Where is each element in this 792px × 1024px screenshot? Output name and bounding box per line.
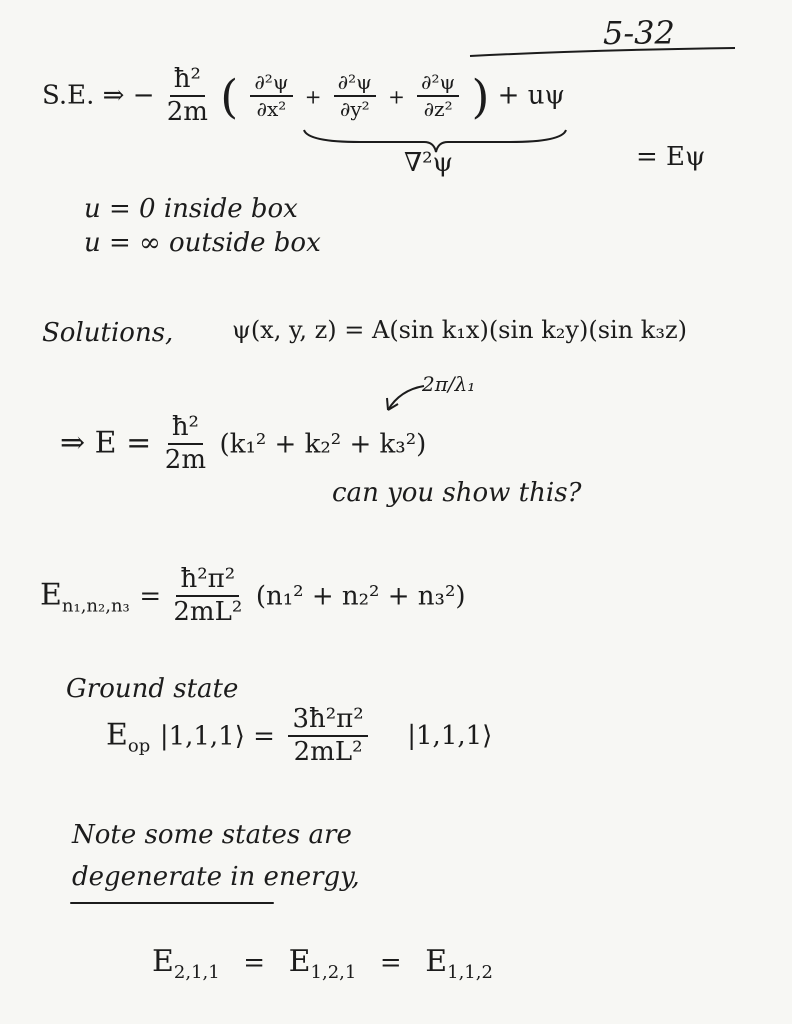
energy-prefix: ⇒ E = bbox=[60, 425, 152, 461]
d2-dy2 bbox=[334, 72, 376, 120]
deg-e-3: E bbox=[425, 944, 448, 979]
ground-den: 2mL² bbox=[293, 737, 363, 768]
d2psi-x: ∂²ψ bbox=[250, 72, 292, 97]
show-this-question: can you show this? bbox=[332, 478, 582, 508]
energy-levels-equation: $E_{n_1,n_2,n_3}$ = $\frac{\text{ħ²π²}}{\text{2mL²}}$ (n₁² + n₂² + n₃²) bbox=[40, 564, 466, 628]
se-label: S.E. ⇒ − bbox=[42, 80, 155, 111]
levels-n-sum: (n₁² + n₂² + n₃²) bbox=[255, 581, 466, 612]
deg-eq-2: = bbox=[379, 948, 402, 978]
note-line-1: Note some states are bbox=[72, 820, 352, 850]
two-m: 2m bbox=[166, 97, 208, 128]
potential-outside: u = ∞ outside box bbox=[84, 228, 321, 258]
levels-sub: n₁,n₂,n₃ bbox=[61, 595, 130, 617]
d2psi-y: ∂²ψ bbox=[334, 72, 376, 97]
equals-e-psi: = Eψ bbox=[636, 142, 706, 172]
open-paren: ( bbox=[220, 69, 239, 124]
deg-sub-2: 1,2,1 bbox=[310, 962, 357, 983]
hbar-sq: ħ² bbox=[170, 66, 205, 97]
page-number: 5-32 bbox=[603, 14, 675, 52]
ground-e: E bbox=[106, 717, 128, 753]
ground-state-title: Ground state bbox=[66, 674, 239, 704]
ground-num: 3ħ²π² bbox=[288, 706, 367, 737]
plus-u-psi: + uψ bbox=[497, 80, 565, 111]
ground-op: op bbox=[127, 735, 151, 757]
close-paren: ) bbox=[471, 69, 490, 124]
ground-fraction bbox=[288, 706, 367, 767]
page-number-underline bbox=[470, 46, 740, 62]
energy-k-sum: (k₁² + k₂² + k₃²) bbox=[219, 429, 427, 460]
plus-1: + bbox=[304, 84, 322, 109]
ground-state-equation bbox=[106, 706, 492, 767]
energy-hbar-over-2m bbox=[165, 414, 206, 475]
dy2: ∂y² bbox=[339, 97, 370, 122]
d2-dz2 bbox=[417, 72, 459, 120]
dz2: ∂z² bbox=[423, 97, 453, 122]
levels-num: ħ²π² bbox=[176, 566, 239, 597]
energy-two-m: 2m bbox=[164, 445, 206, 476]
d2-dx2 bbox=[250, 72, 292, 120]
laplacian-label: ∇²ψ bbox=[404, 148, 453, 178]
ground-ket-left: |1,1,1⟩ = bbox=[159, 721, 275, 752]
energy-hbar-sq: ħ² bbox=[168, 414, 203, 445]
note-line-2 bbox=[72, 862, 360, 892]
solutions-label: Solutions, bbox=[42, 318, 174, 348]
ground-ket-right: |1,1,1⟩ bbox=[407, 721, 493, 752]
levels-e: E bbox=[40, 577, 62, 613]
schrodinger-equation bbox=[42, 66, 565, 127]
hbar-over-2m bbox=[167, 66, 208, 127]
wavenumber-annotation: 2π/λ₁ bbox=[422, 372, 476, 396]
energy-equation bbox=[60, 414, 426, 475]
d2psi-z: ∂²ψ bbox=[417, 72, 459, 97]
deg-sub-3: 1,1,2 bbox=[447, 962, 493, 983]
levels-den: 2mL² bbox=[173, 597, 243, 628]
plus-2: + bbox=[388, 84, 405, 109]
note-line-2-rest: in energy, bbox=[230, 862, 360, 892]
deg-e-1: E bbox=[152, 944, 174, 979]
deg-eq-1: = bbox=[243, 948, 266, 978]
deg-e-2: E bbox=[288, 944, 311, 979]
degenerate-underline bbox=[70, 902, 274, 904]
degenerate-word: degenerate bbox=[72, 862, 222, 892]
dx2: ∂x² bbox=[256, 97, 287, 122]
deg-sub-1: 2,1,1 bbox=[173, 962, 220, 983]
potential-inside: u = 0 inside box bbox=[84, 194, 298, 224]
wavefunction-equation: ψ(x, y, z) = A(sin k₁x)(sin k₂y)(sin k₃z) bbox=[232, 316, 687, 344]
annotation-arrow bbox=[380, 382, 428, 416]
levels-fraction bbox=[173, 566, 242, 627]
degenerate-energies bbox=[152, 944, 493, 983]
